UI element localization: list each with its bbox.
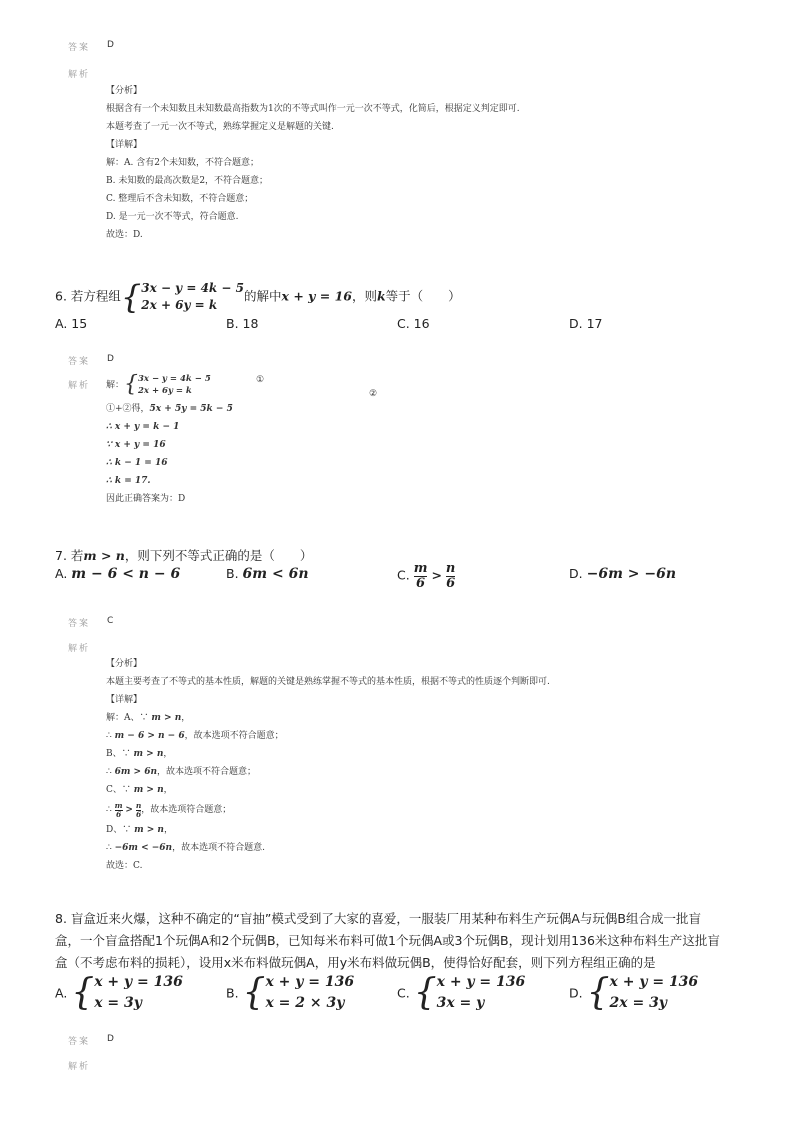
operator: > [431, 567, 442, 583]
analysis-line: 【分析】 [106, 86, 143, 96]
equation-mark-1: ① [256, 375, 265, 385]
equation-system: { x + y = 136 2x = 3y [586, 972, 699, 1013]
option-label: D. [569, 566, 583, 581]
equation-1: x + y = 136 [436, 974, 526, 990]
option-c[interactable] [397, 972, 525, 1014]
numerator: m [114, 800, 123, 810]
solution-step: ∵ x + y = 16 [106, 440, 166, 450]
answer-value: D [107, 354, 114, 364]
line-text: ， [181, 713, 191, 723]
equation-1: 3x − y = 4k − 5 [141, 281, 244, 295]
question-text: 6. 若方程组 [55, 288, 121, 304]
step-text: ①+②得， [106, 404, 150, 414]
line-expr: 6m > 6n [114, 767, 158, 777]
question-7 [55, 546, 312, 564]
line-expr: m > n [133, 785, 164, 795]
operator: > [125, 805, 133, 815]
numerator: n [135, 800, 142, 810]
option-c[interactable] [397, 562, 455, 590]
step-expr: 5x + 5y = 5k − 5 [149, 404, 233, 414]
analysis-line [106, 745, 550, 763]
analysis-line: D. 是一元一次不等式，符合题意. [106, 212, 239, 222]
line-text: ∴ [106, 767, 112, 777]
question-text: 7. 若 [55, 548, 84, 563]
answer-value: C [107, 616, 114, 626]
question-6 [55, 280, 461, 314]
denominator: 6 [446, 575, 456, 591]
answer-label: 答案 [68, 43, 91, 53]
question-text: 等于（ ） [385, 288, 461, 304]
line-text: ∴ [106, 805, 112, 815]
equation-mark-2: ② [369, 389, 378, 399]
equation-system: { x + y = 136 x = 3y [71, 972, 183, 1013]
condition-expr: m > n [83, 548, 125, 563]
option-a[interactable]: A. 15 [55, 316, 88, 331]
line-text: 解：A、∵ [106, 713, 149, 723]
analysis-line: C. 整理后不含未知数，不符合题意； [106, 194, 254, 204]
question-8 [55, 908, 720, 974]
analysis-block [106, 82, 520, 244]
answer-label: 答案 [68, 357, 91, 367]
numerator: m [413, 561, 428, 576]
analysis-line: 本题主要考查了不等式的基本性质，解题的关键是熟练掌握不等式的基本性质，根据不等式的性质逐个判断即可. [106, 677, 550, 687]
solution-step: ∴ k − 1 = 16 [106, 458, 168, 468]
line-text: C、∵ [106, 785, 131, 795]
analysis-line: B. 未知数的最高次数是2，不符合题意； [106, 176, 269, 186]
solution-system [106, 373, 211, 397]
line-text: ，故本选项不符合题意； [184, 731, 284, 741]
fraction [414, 562, 428, 590]
option-expr: m − 6 < n − 6 [71, 566, 181, 582]
solution-conclusion: 因此正确答案为：D [106, 494, 186, 504]
line-text: ，故本选项不符合题意； [157, 767, 257, 777]
answer-value: D [107, 1034, 114, 1044]
condition-expr: x + y = 16 [281, 288, 352, 304]
denominator: 6 [135, 809, 142, 819]
analysis-line: 根据含有一个未知数且未知数最高指数为1次的不等式叫作一元一次不等式，化简后，根据定义判定即可. [106, 104, 520, 114]
option-a[interactable] [55, 566, 180, 582]
solution-steps [106, 400, 233, 508]
option-a[interactable] [55, 972, 183, 1014]
line-text: ， [163, 749, 173, 759]
option-d[interactable]: D. 17 [569, 316, 603, 331]
analysis-line [106, 799, 550, 821]
option-d[interactable] [569, 972, 698, 1014]
equation-2: 2x + 6y = k [141, 298, 218, 312]
analysis-line: 【详解】 [106, 695, 143, 705]
answer-label: 答案 [68, 619, 91, 629]
denominator: 6 [115, 809, 122, 819]
line-expr: m > n [151, 713, 182, 723]
solution-step [106, 400, 233, 418]
line-expr: m > n [134, 825, 164, 835]
equation-2: x = 2 × 3y [265, 995, 345, 1011]
line-text: ，故本选项不符合题意. [172, 843, 265, 853]
fraction [446, 562, 455, 590]
option-label: C. [397, 985, 410, 1001]
solution-step: ∴ x + y = k − 1 [106, 422, 180, 432]
line-text: B、∵ [106, 749, 131, 759]
line-text: ， [163, 785, 173, 795]
solution-step: ∴ k = 17. [106, 476, 151, 486]
option-expr: 6m < 6n [242, 566, 309, 582]
option-d[interactable] [569, 566, 676, 582]
analysis-line [106, 763, 550, 781]
analysis-line: 【分析】 [106, 659, 143, 669]
analysis-label: 解析 [68, 70, 91, 80]
line-text: ∴ [106, 731, 112, 741]
fraction [115, 802, 123, 819]
option-expr: −6m > −6n [586, 566, 677, 582]
equation-system: { 3x − y = 4k − 5 2x + 6y = k [120, 278, 244, 316]
question-line: 盒（不考虑布料的损耗），设用x米布料做玩偶A，用y米布料做玩偶B，使得恰好配套，则下列方程组正确的是 [55, 955, 656, 970]
variable-k: k [377, 288, 386, 304]
equation-1: x + y = 136 [265, 974, 355, 990]
equation-2: 3x = y [436, 995, 485, 1011]
line-text: ， [163, 825, 173, 835]
analysis-line: 解：A. 含有2个未知数，不符合题意； [106, 158, 259, 168]
analysis-line [106, 839, 550, 857]
answer-value: D [107, 40, 114, 50]
option-label: B. [226, 566, 239, 581]
equation-2: 2x + 6y = k [138, 386, 192, 396]
solution-head: 解： [106, 380, 125, 391]
analysis-line [106, 781, 550, 799]
option-c[interactable]: C. 16 [397, 316, 430, 331]
analysis-label: 解析 [68, 1062, 91, 1072]
option-b[interactable] [226, 566, 309, 582]
line-text: ，故本选项符合题意； [141, 805, 232, 815]
denominator: 6 [416, 575, 426, 591]
equation-system: { x + y = 136 3x = y [413, 972, 526, 1013]
option-label: A. [55, 985, 68, 1001]
line-text: ∴ [106, 843, 112, 853]
equation-1: x + y = 136 [94, 974, 183, 990]
option-label: C. [397, 567, 410, 583]
equation-2: x = 3y [94, 995, 142, 1011]
equation-1: x + y = 136 [609, 974, 699, 990]
equation-system: { 3x − y = 4k − 5 2x + 6y = k [124, 372, 211, 397]
question-line: 盒，一个盲盒搭配1个玩偶A和2个玩偶B，已知每米布料可做1个玩偶A或3个玩偶B，现计划用136米这种布料生产这批盲 [55, 933, 720, 948]
analysis-block [106, 655, 550, 875]
analysis-label: 解析 [68, 644, 91, 654]
analysis-label: 解析 [68, 381, 91, 391]
line-expr: m > n [133, 749, 164, 759]
line-expr: −6m < −6n [114, 843, 173, 853]
analysis-line [106, 821, 550, 839]
analysis-line [106, 727, 550, 745]
option-label: A. [55, 566, 68, 581]
analysis-line: 故选：D. [106, 230, 143, 240]
question-text: 的解中 [244, 288, 282, 304]
line-expr: m − 6 > n − 6 [114, 731, 185, 741]
option-label: D. [569, 985, 583, 1001]
answer-label: 答案 [68, 1037, 91, 1047]
analysis-line: 故选：C. [106, 861, 143, 871]
analysis-line [106, 709, 550, 727]
equation-1: 3x − y = 4k − 5 [138, 374, 211, 384]
analysis-line: 本题考查了一元一次不等式，熟练掌握定义是解题的关键. [106, 122, 334, 132]
equation-2: 2x = 3y [609, 995, 667, 1011]
option-label: B. [226, 985, 239, 1001]
question-text: ，则 [351, 288, 377, 304]
question-text: ，则下列不等式正确的是（ ） [124, 548, 313, 563]
line-text: D、∵ [106, 825, 132, 835]
option-b[interactable]: B. 18 [226, 316, 259, 331]
analysis-line: 【详解】 [106, 140, 143, 150]
question-line: 8. 盲盒近来火爆，这种不确定的“盲抽”模式受到了大家的喜爱，一服装厂用某种布料生产玩偶A与玩偶B组合成一批盲 [55, 911, 701, 926]
numerator: n [445, 561, 456, 576]
equation-system: { x + y = 136 x = 2 × 3y [242, 972, 355, 1013]
option-b[interactable] [226, 972, 354, 1014]
